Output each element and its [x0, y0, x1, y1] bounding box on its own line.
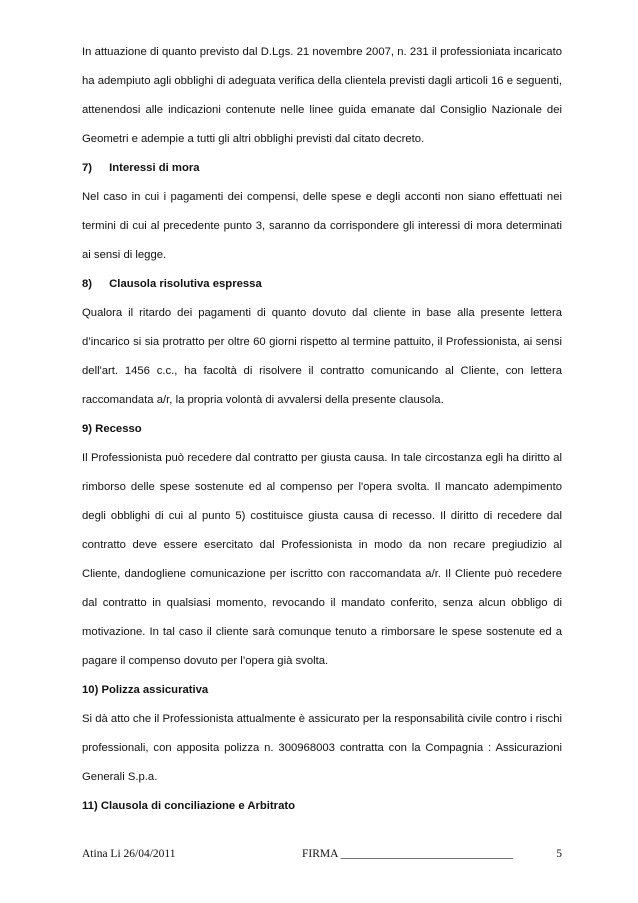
section-heading-recesso: 9) Recesso: [82, 423, 142, 435]
section-heading-clausola-risolutiva: [82, 270, 562, 299]
section-body-polizza-assicurativa: Si dà atto che il Professionista attualmente è assicurato per la responsabilità civile contro i rischi professionali, con apposita polizza n. 300968003 contratta con la Compagnia : Assicurazioni Generali S.p.a.: [82, 713, 562, 783]
section-title: Clausola risolutiva espressa: [109, 278, 262, 290]
section-body-clausola-risolutiva: Qualora il ritardo dei pagamenti di quanto dovuto dal cliente in base alla presente lettera d’incarico si sia protratto per oltre 60 giorni rispetto al termine pattuito, il Professionista, ai sensi dell'art. 1456 c.c., ha facoltà di risolvere il contratto comunicando al Cliente, con lettera raccomandata a/r, la propria volontà di avvalersi della presente clausola.: [82, 307, 562, 406]
section-number: 8): [82, 278, 93, 290]
section-heading-interessi-di-mora: [82, 154, 562, 183]
section-body-interessi-di-mora: Nel caso in cui i pagamenti dei compensi, delle spese e degli acconti non siano effettuati nei termini di cui al precedente punto 3, saranno da corrispondere gli interessi di mora determinati ai sensi di legge.: [82, 191, 562, 261]
intro-paragraph: In attuazione di quanto previsto dal D.Lgs. 21 novembre 2007, n. 231 il professioniata incaricato ha adempiuto agli obblighi di adeguata verifica della clientela previsti dagli articoli 16 e seguenti, attenendosi alle indicazioni contenute nelle linee guida emanate dal Consiglio Nazionale dei Geometri e adempie a tutti gli altri obblighi previsti dal citato decreto.: [82, 46, 562, 145]
section-heading-polizza-assicurativa: 10) Polizza assicurativa: [82, 684, 209, 696]
document-body: [82, 38, 562, 821]
section-title: Interessi di mora: [109, 162, 200, 174]
page-footer: [82, 848, 562, 868]
section-heading-clausola-conciliazione: 11) Clausola di conciliazione e Arbitrato: [82, 800, 296, 812]
footer-place-date: Atina Li 26/04/2011: [82, 848, 176, 860]
footer-page-number: 5: [556, 848, 562, 860]
footer-signature-line: FIRMA ______________________________: [302, 848, 514, 860]
section-number: 7): [82, 162, 93, 174]
section-body-recesso: Il Professionista può recedere dal contratto per giusta causa. In tale circostanza egli ha diritto al rimborso delle spese sostenute ed al compenso per l'opera svolta. Il mancato adempimento degli obblighi di cui al punto 5) costituisce giusta causa di recesso. Il diritto di recedere dal contratto deve essere esercitato dal Professionista in modo da non recare pregiudizio al Cliente, dandogliene comunicazione per iscritto con raccomandata a/r. Il Cliente può recedere dal contratto in qualsiasi momento, revocando il mandato conferito, senza alcun obbligo di motivazione. In tal caso il cliente sarà comunque tenuto a rimborsare le spese sostenute ed a pagare il compenso dovuto per l’opera già svolta.: [82, 452, 562, 667]
